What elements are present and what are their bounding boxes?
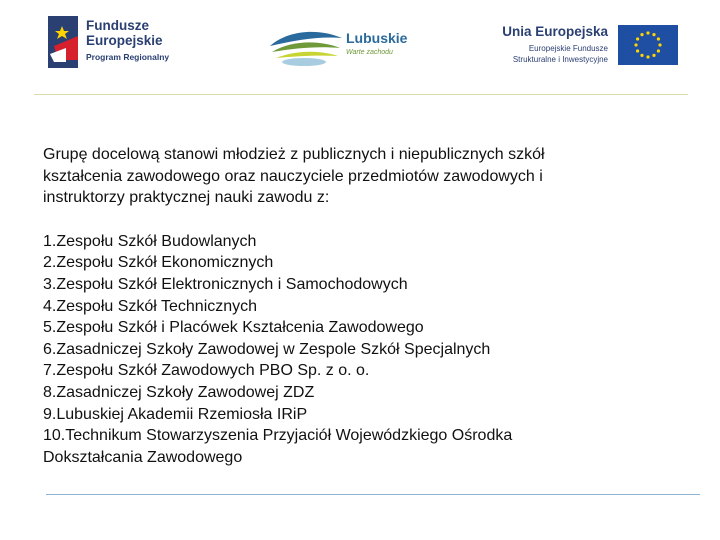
eu-logo: [488, 22, 678, 70]
list-item: 10.Technikum Stowarzyszenia Przyjaciół Wojewódzkiego Ośrodka: [43, 427, 513, 445]
lubuskie-name: Lubuskie: [346, 30, 408, 46]
eu-logo-title: Unia Europejska: [502, 24, 608, 39]
slide-content: [43, 144, 683, 468]
list-item: 3.Zespołu Szkół Elektronicznych i Samochodowych: [43, 275, 408, 293]
fe-logo-line1: Fundusze: [86, 18, 149, 33]
list-item: 6.Zasadniczej Szkoły Zawodowej w Zespole Szkół Specjalnych: [43, 340, 491, 358]
list-item: 2.Zespołu Szkół Ekonomicznych: [43, 254, 274, 272]
eu-logo-line2: Strukturalne i Inwestycyjne: [512, 55, 608, 64]
lubuskie-logo: [268, 22, 408, 68]
fe-logo-line3: Program Regionalny: [86, 52, 170, 62]
fe-logo-line2: Europejskie: [86, 33, 163, 48]
intro-paragraph: [43, 144, 683, 209]
list-item: 9.Lubuskiej Akademii Rzemiosła IRiP: [43, 405, 308, 423]
list-item: 4.Zespołu Szkół Technicznych: [43, 297, 258, 315]
eu-flag-icon: [618, 25, 678, 65]
fundusze-europejskie-mark-icon: [48, 16, 80, 68]
fundusze-europejskie-logo: [48, 14, 188, 70]
intro-line: instruktorzy praktycznej nauki zawodu z:: [43, 189, 330, 207]
school-list: [43, 231, 683, 469]
footer-divider: [46, 494, 700, 495]
logo-bar: [0, 0, 720, 90]
eu-logo-line1: Europejskie Fundusze: [528, 44, 608, 53]
list-item: 8.Zasadniczej Szkoły Zawodowej ZDZ: [43, 383, 315, 401]
intro-line: kształcenia zawodowego oraz nauczyciele przedmiotów zawodowych i: [43, 167, 543, 185]
list-item: Dokształcania Zawodowego: [43, 448, 243, 466]
list-item: 1.Zespołu Szkół Budowlanych: [43, 232, 257, 250]
intro-line: Grupę docelową stanowi młodzież z publicznych i niepublicznych szkół: [43, 146, 545, 163]
header-divider: [34, 94, 688, 95]
list-item: 5.Zespołu Szkół i Placówek Kształcenia Zawodowego: [43, 319, 424, 337]
lubuskie-waves-icon: [268, 22, 344, 68]
fe-logo-text: [86, 18, 163, 48]
lubuskie-tagline: Warte zachodu: [346, 49, 393, 56]
list-item: 7.Zespołu Szkół Zawodowych PBO Sp. z o. o.: [43, 362, 370, 380]
